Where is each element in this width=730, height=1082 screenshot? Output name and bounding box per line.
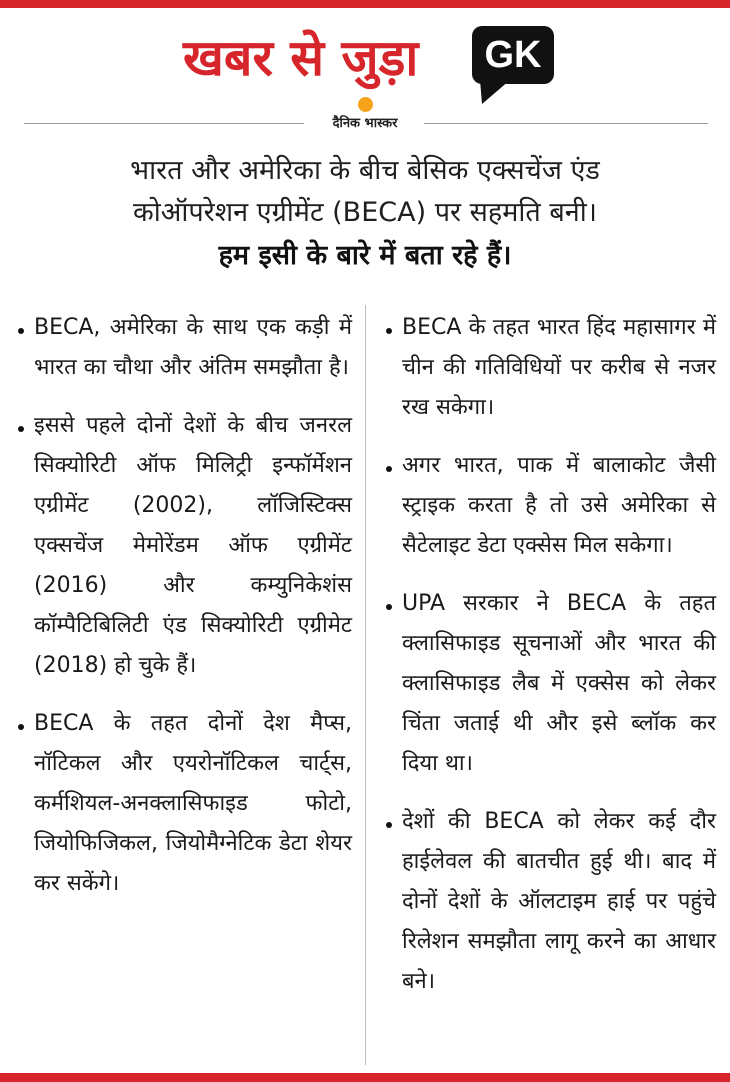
top-accent-bar: [0, 0, 730, 8]
bullet-text: BECA, अमेरिका के साथ एक कड़ी में भारत का चौथा और अंतिम समझौता है।: [34, 315, 352, 380]
bullet-item: [16, 406, 352, 686]
bullet-text: इससे पहले दोनों देशों के बीच जनरल सिक्योरिटी ऑफ मिलिट्री इन्फॉर्मेशन एग्रीमेंट (2002), लॉजिस्टिक्स एक्सचेंज मेमोरेंडम ऑफ एग्रीमेंट (2016) और कम्युनिकेशंस कॉम्पैटिबिलिटी एंड सिक्योरिटी एग्रीमेट (2018) हो चुके हैं।: [34, 413, 352, 678]
bullet-item: [16, 308, 352, 388]
intro: [20, 150, 710, 278]
brand-divider-right: [424, 123, 708, 124]
bullet-text: देशों की BECA को लेकर कई दौर हाईलेवल की बातचीत हुई थी। बाद में दोनों देशों के ऑलटाइम हाई पर पहुंचे रिलेशन समझौता लागू करने का आधार बने।: [402, 809, 716, 994]
column-divider: [365, 305, 366, 1065]
brand-sun-icon: [358, 97, 373, 112]
bullet-item: [384, 308, 716, 428]
bottom-accent-bar: [0, 1073, 730, 1082]
intro-bold-line: हम इसी के बारे में बता रहे हैं।: [218, 240, 512, 271]
header-title: खबर से जुड़ा: [183, 29, 419, 87]
bullet-text: अगर भारत, पाक में बालाकोट जैसी स्ट्राइक करता है तो उसे अमेरिका से सैटेलाइट डेटा एक्सेस मिल सकेगा।: [402, 453, 716, 558]
intro-line-2: कोऑपरेशन एग्रीमेंट (BECA) पर सहमति बनी।: [133, 197, 597, 228]
brand-logo: दैनिक भास्कर: [332, 116, 398, 131]
right-column: [384, 308, 716, 1020]
speech-bubble-tail-icon: [480, 80, 510, 104]
bullet-text: UPA सरकार ने BECA के तहत क्लासिफाइड सूचनाओं और भारत की क्लासिफाइड लैब में एक्सेस को लेकर चिंता जताई थी और इसे ब्लॉक कर दिया था।: [402, 591, 716, 776]
intro-line-1: भारत और अमेरिका के बीच बेसिक एक्सचेंज एंड: [130, 155, 600, 186]
bullet-item: [384, 802, 716, 1002]
bullet-text: BECA के तहत भारत हिंद महासागर में चीन की गतिविधियों पर करीब से नजर रख सकेगा।: [402, 315, 716, 420]
left-column: [16, 308, 352, 922]
bullet-item: [16, 704, 352, 904]
bullet-text: BECA के तहत दोनों देश मैप्स, नॉटिकल और एयरोनॉटिकल चार्ट्स, कर्मशियल-अनक्लासिफाइड फोटो, जियोफिजिकल, जियोमैग्नेटिक डेटा शेयर कर सकेंगे।: [34, 711, 352, 896]
bullet-item: [384, 446, 716, 566]
brand-divider-left: [24, 123, 304, 124]
gk-badge: GK: [472, 26, 554, 84]
bullet-item: [384, 584, 716, 784]
